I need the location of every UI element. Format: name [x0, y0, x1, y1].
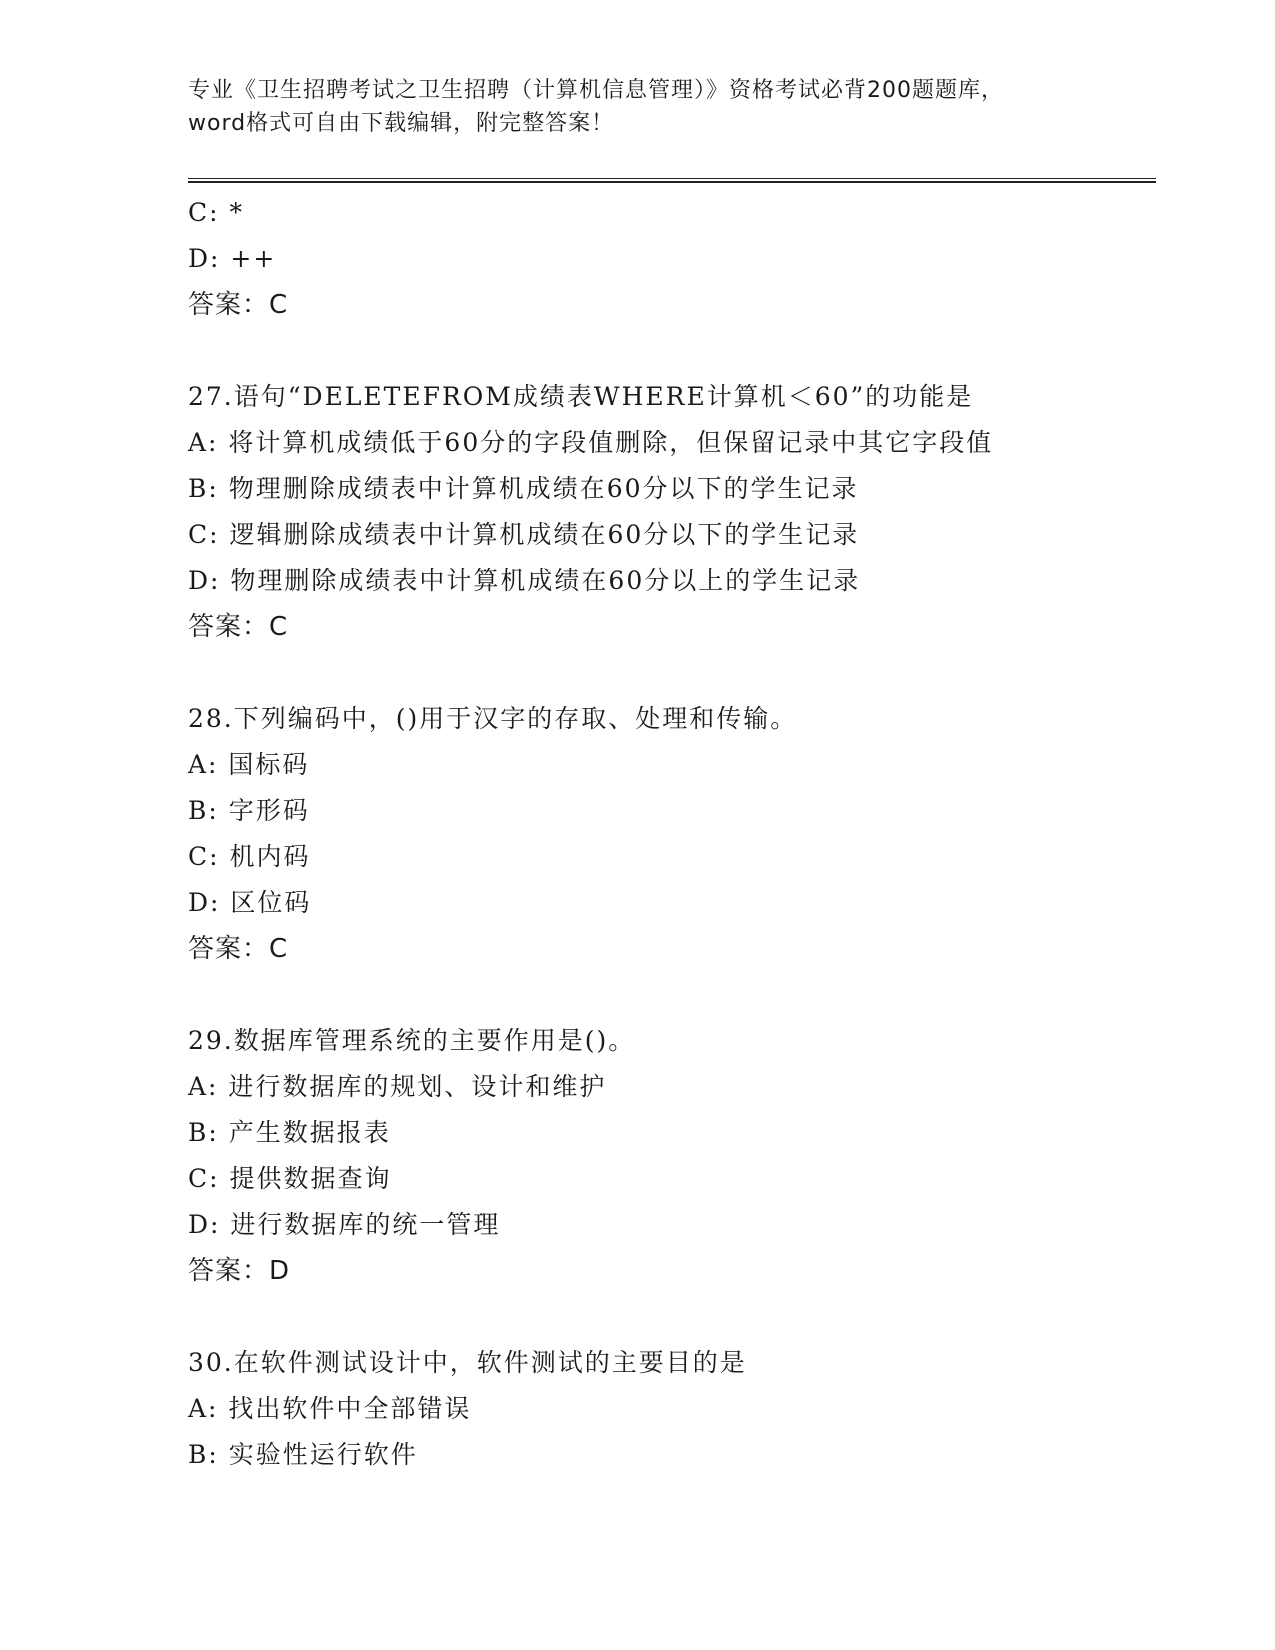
- answer: 答案：C: [188, 612, 289, 642]
- answer: 答案：C: [188, 934, 289, 964]
- question-29: [188, 1018, 1148, 1294]
- option-d: D: 物理删除成绩表中计算机成绩在60分以上的学生记录: [188, 566, 861, 595]
- option-c: C: 机内码: [188, 842, 311, 871]
- option-d: D: 区位码: [188, 888, 312, 917]
- option-d: D: 进行数据库的统一管理: [188, 1210, 501, 1239]
- spacer: [188, 972, 1148, 1018]
- option-a: A: 进行数据库的规划、设计和维护: [188, 1072, 607, 1101]
- option-b: B: 产生数据报表: [188, 1118, 391, 1147]
- question-stem: 27.语句“DELETEFROM成绩表WHERE计算机＜60”的功能是: [188, 382, 974, 411]
- question-26-partial: [188, 190, 1148, 328]
- option-c: C: 逻辑删除成绩表中计算机成绩在60分以下的学生记录: [188, 520, 860, 549]
- spacer: [188, 328, 1148, 374]
- option-a: A: 找出软件中全部错误: [188, 1394, 472, 1423]
- option-b: B: 字形码: [188, 796, 310, 825]
- spacer: [188, 1294, 1148, 1340]
- question-stem: 28.下列编码中，()用于汉字的存取、处理和传输。: [188, 704, 798, 733]
- question-28: [188, 696, 1148, 972]
- question-27: [188, 374, 1148, 650]
- question-30: [188, 1340, 1148, 1478]
- option-d: D: ++: [188, 244, 277, 273]
- document-header: [188, 74, 1148, 140]
- header-title-line-1: 专业《卫生招聘考试之卫生招聘（计算机信息管理）》资格考试必背200题题库，: [188, 78, 1004, 103]
- option-b: B: 物理删除成绩表中计算机成绩在60分以下的学生记录: [188, 474, 859, 503]
- answer: 答案：D: [188, 1256, 291, 1286]
- option-b: B: 实验性运行软件: [188, 1440, 418, 1469]
- answer: 答案：C: [188, 290, 289, 320]
- option-c: C: 提供数据查询: [188, 1164, 392, 1193]
- question-list: [188, 190, 1148, 1478]
- option-a: A: 国标码: [188, 750, 310, 779]
- spacer: [188, 650, 1148, 696]
- question-stem: 30.在软件测试设计中，软件测试的主要目的是: [188, 1348, 747, 1377]
- option-c: C: *: [188, 198, 244, 227]
- option-a: A: 将计算机成绩低于60分的字段值删除，但保留记录中其它字段值: [188, 428, 994, 457]
- question-stem: 29.数据库管理系统的主要作用是()。: [188, 1026, 636, 1055]
- header-divider: [188, 178, 1156, 183]
- header-title-line-2: word格式可自由下载编辑，附完整答案！: [188, 111, 615, 136]
